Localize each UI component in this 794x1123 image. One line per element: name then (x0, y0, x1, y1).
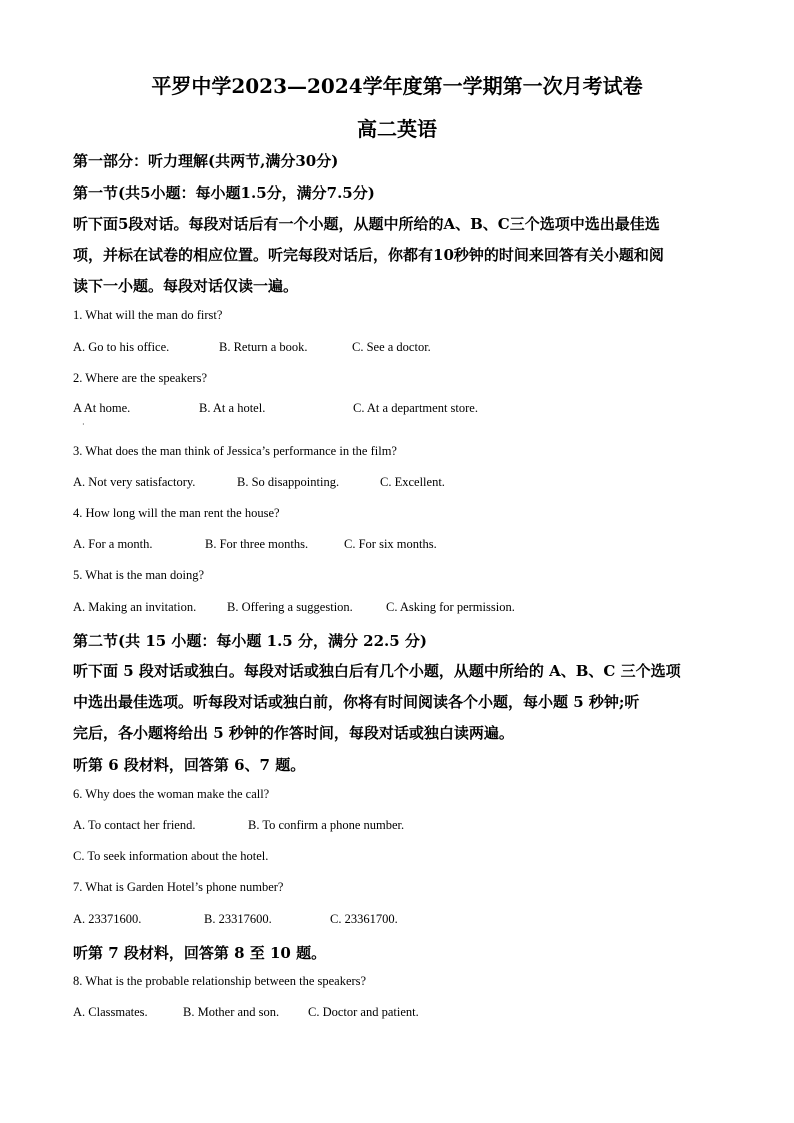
question-8-option-c: C. Doctor and patient. (308, 1005, 419, 1019)
section1-instruction-line: 读下一小题。每段对话仅读一遍。 (73, 277, 299, 295)
section1-instruction-line: 听下面5段对话。每段对话后有一个小题，从题中所给的A、B、C三个选项中选出最佳选 (73, 215, 660, 233)
question-6-option-a: A. To contact her friend. (73, 818, 196, 832)
question-1-option-b: B. Return a book. (219, 340, 308, 354)
question-7-stem: 7. What is Garden Hotel’s phone number? (73, 880, 284, 894)
question-8-stem: 8. What is the probable relationship between the speakers? (73, 974, 367, 988)
material-7-heading: 听第 7 段材料，回答第 8 至 10 题。 (73, 944, 327, 962)
question-6-stem: 6. Why does the woman make the call? (73, 787, 270, 801)
question-3-option-b: B. So disappointing. (237, 475, 340, 489)
question-3-stem: 3. What does the man think of Jessica’s performance in the film? (73, 444, 397, 458)
question-2-option-b: B. At a hotel. (199, 401, 266, 415)
stray-dot-mark: · (82, 420, 85, 429)
question-7-option-a: A. 23371600. (73, 912, 142, 926)
question-2-stem: 2. Where are the speakers? (73, 371, 208, 385)
exam-subtitle: 高二英语 (357, 117, 437, 141)
question-5-option-a: A. Making an invitation. (73, 600, 197, 614)
question-3-option-c: C. Excellent. (380, 475, 445, 489)
section2-instruction-line: 听下面 5 段对话或独白。每段对话或独白后有几个小题，从题中所给的 A、B、C 三个选项 (73, 662, 681, 680)
question-4-stem: 4. How long will the man rent the house? (73, 506, 280, 520)
question-7-option-c: C. 23361700. (330, 912, 398, 926)
question-1-stem: 1. What will the man do first? (73, 308, 223, 322)
question-5-option-c: C. Asking for permission. (386, 600, 515, 614)
question-6-option-b: B. To confirm a phone number. (248, 818, 405, 832)
part1-heading: 第一部分：听力理解(共两节,满分30分) (73, 152, 339, 170)
question-3-option-a: A. Not very satisfactory. (73, 475, 196, 489)
question-1-option-a: A. Go to his office. (73, 340, 170, 354)
question-4-option-b: B. For three months. (205, 537, 309, 551)
question-4-option-c: C. For six months. (344, 537, 437, 551)
question-7-option-b: B. 23317600. (204, 912, 272, 926)
question-5-stem: 5. What is the man doing? (73, 568, 204, 582)
question-4-option-a: A. For a month. (73, 537, 153, 551)
question-2-option-a: A At home. (73, 401, 131, 415)
question-8-option-b: B. Mother and son. (183, 1005, 280, 1019)
question-5-option-b: B. Offering a suggestion. (227, 600, 353, 614)
section2-heading: 第二节(共 15 小题：每小题 1.5 分，满分 22.5 分) (73, 632, 428, 650)
section2-instruction-line: 完后，各小题将给出 5 秒钟的作答时间，每段对话或独白读两遍。 (73, 724, 514, 742)
section1-heading: 第一节(共5小题：每小题1.5分，满分7.5分) (73, 184, 375, 202)
question-8-option-a: A. Classmates. (73, 1005, 148, 1019)
material-6-heading: 听第 6 段材料，回答第 6、7 题。 (73, 756, 306, 774)
question-6-option-c: C. To seek information about the hotel. (73, 849, 269, 863)
section1-instruction-line: 项，并标在试卷的相应位置。听完每段对话后，你都有10秒钟的时间来回答有关小题和阅 (73, 246, 664, 264)
exam-title: 平罗中学2023—2024学年度第一学期第一次月考试卷 (151, 74, 643, 98)
section2-instruction-line: 中选出最佳选项。听每段对话或独白前，你将有时间阅读各个小题，每小题 5 秒钟;听 (73, 693, 640, 711)
question-1-option-c: C. See a doctor. (352, 340, 431, 354)
question-2-option-c: C. At a department store. (353, 401, 478, 415)
